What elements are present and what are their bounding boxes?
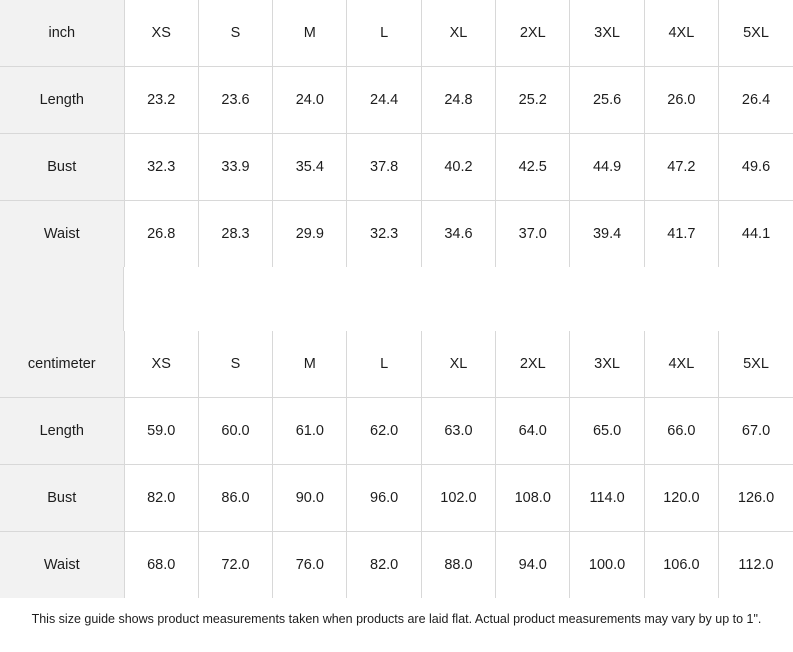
cell-waist-m: 29.9 xyxy=(273,201,347,268)
size-header-4xl: 4XL xyxy=(644,331,718,398)
cell-waist-xl: 34.6 xyxy=(421,201,495,268)
cell-bust-m: 35.4 xyxy=(273,134,347,201)
table-row xyxy=(0,532,793,599)
size-header-2xl: 2XL xyxy=(496,0,570,67)
size-header-l: L xyxy=(347,331,421,398)
size-table-centimeter xyxy=(0,331,793,598)
size-header-m: M xyxy=(273,0,347,67)
cell-waist-s: 28.3 xyxy=(198,201,272,268)
cell-waist-4xl: 41.7 xyxy=(644,201,718,268)
cell-length-2xl: 64.0 xyxy=(496,398,570,465)
cell-bust-l: 37.8 xyxy=(347,134,421,201)
cell-length-m: 24.0 xyxy=(273,67,347,134)
cell-length-4xl: 66.0 xyxy=(644,398,718,465)
row-label-length: Length xyxy=(0,67,124,134)
cell-length-3xl: 65.0 xyxy=(570,398,644,465)
cell-bust-m: 90.0 xyxy=(273,465,347,532)
cell-waist-2xl: 37.0 xyxy=(496,201,570,268)
row-label-bust: Bust xyxy=(0,134,124,201)
cell-length-s: 23.6 xyxy=(198,67,272,134)
table-separator xyxy=(0,267,793,331)
cell-waist-s: 72.0 xyxy=(198,532,272,599)
size-header-5xl: 5XL xyxy=(719,331,793,398)
cell-bust-s: 33.9 xyxy=(198,134,272,201)
size-header-xl: XL xyxy=(421,331,495,398)
size-header-3xl: 3XL xyxy=(570,331,644,398)
unit-label-inch: inch xyxy=(0,0,124,67)
table-separator-blank xyxy=(124,267,793,331)
cell-bust-3xl: 44.9 xyxy=(570,134,644,201)
table-header-row xyxy=(0,0,793,67)
cell-length-s: 60.0 xyxy=(198,398,272,465)
cell-bust-4xl: 47.2 xyxy=(644,134,718,201)
cell-bust-l: 96.0 xyxy=(347,465,421,532)
row-label-waist: Waist xyxy=(0,201,124,268)
size-header-xl: XL xyxy=(421,0,495,67)
cell-bust-xs: 82.0 xyxy=(124,465,198,532)
cell-bust-4xl: 120.0 xyxy=(644,465,718,532)
cell-bust-s: 86.0 xyxy=(198,465,272,532)
table-row xyxy=(0,134,793,201)
cell-waist-3xl: 39.4 xyxy=(570,201,644,268)
cell-bust-5xl: 126.0 xyxy=(719,465,793,532)
cell-bust-5xl: 49.6 xyxy=(719,134,793,201)
cell-length-xs: 23.2 xyxy=(124,67,198,134)
cell-waist-l: 82.0 xyxy=(347,532,421,599)
table-row xyxy=(0,465,793,532)
cell-bust-xl: 102.0 xyxy=(421,465,495,532)
table-header-row xyxy=(0,331,793,398)
table-separator-label-cell xyxy=(0,267,124,331)
row-label-waist: Waist xyxy=(0,532,124,599)
cell-bust-3xl: 114.0 xyxy=(570,465,644,532)
cell-waist-2xl: 94.0 xyxy=(496,532,570,599)
cell-bust-2xl: 42.5 xyxy=(496,134,570,201)
size-header-3xl: 3XL xyxy=(570,0,644,67)
size-header-m: M xyxy=(273,331,347,398)
cell-length-l: 24.4 xyxy=(347,67,421,134)
cell-bust-xs: 32.3 xyxy=(124,134,198,201)
cell-waist-5xl: 44.1 xyxy=(719,201,793,268)
cell-waist-4xl: 106.0 xyxy=(644,532,718,599)
cell-length-4xl: 26.0 xyxy=(644,67,718,134)
size-header-l: L xyxy=(347,0,421,67)
size-header-xs: XS xyxy=(124,331,198,398)
cell-length-3xl: 25.6 xyxy=(570,67,644,134)
cell-length-2xl: 25.2 xyxy=(496,67,570,134)
cell-length-l: 62.0 xyxy=(347,398,421,465)
cell-bust-2xl: 108.0 xyxy=(496,465,570,532)
cell-waist-xs: 68.0 xyxy=(124,532,198,599)
size-header-s: S xyxy=(198,0,272,67)
row-label-length: Length xyxy=(0,398,124,465)
size-table-inch xyxy=(0,0,793,267)
cell-waist-m: 76.0 xyxy=(273,532,347,599)
cell-length-5xl: 67.0 xyxy=(719,398,793,465)
table-row xyxy=(0,398,793,465)
size-header-s: S xyxy=(198,331,272,398)
size-header-4xl: 4XL xyxy=(644,0,718,67)
size-header-5xl: 5XL xyxy=(719,0,793,67)
cell-waist-xl: 88.0 xyxy=(421,532,495,599)
cell-length-xs: 59.0 xyxy=(124,398,198,465)
cell-bust-xl: 40.2 xyxy=(421,134,495,201)
cell-waist-l: 32.3 xyxy=(347,201,421,268)
row-label-bust: Bust xyxy=(0,465,124,532)
cell-length-5xl: 26.4 xyxy=(719,67,793,134)
cell-length-xl: 24.8 xyxy=(421,67,495,134)
table-row xyxy=(0,201,793,268)
size-header-2xl: 2XL xyxy=(496,331,570,398)
cell-waist-3xl: 100.0 xyxy=(570,532,644,599)
size-guide-note: This size guide shows product measurements taken when products are laid flat. Actual product measurements may vary by up to 1". xyxy=(31,612,762,626)
cell-length-m: 61.0 xyxy=(273,398,347,465)
cell-waist-xs: 26.8 xyxy=(124,201,198,268)
table-row xyxy=(0,67,793,134)
cell-length-xl: 63.0 xyxy=(421,398,495,465)
size-header-xs: XS xyxy=(124,0,198,67)
unit-label-centimeter: centimeter xyxy=(0,331,124,398)
cell-waist-5xl: 112.0 xyxy=(719,532,793,599)
